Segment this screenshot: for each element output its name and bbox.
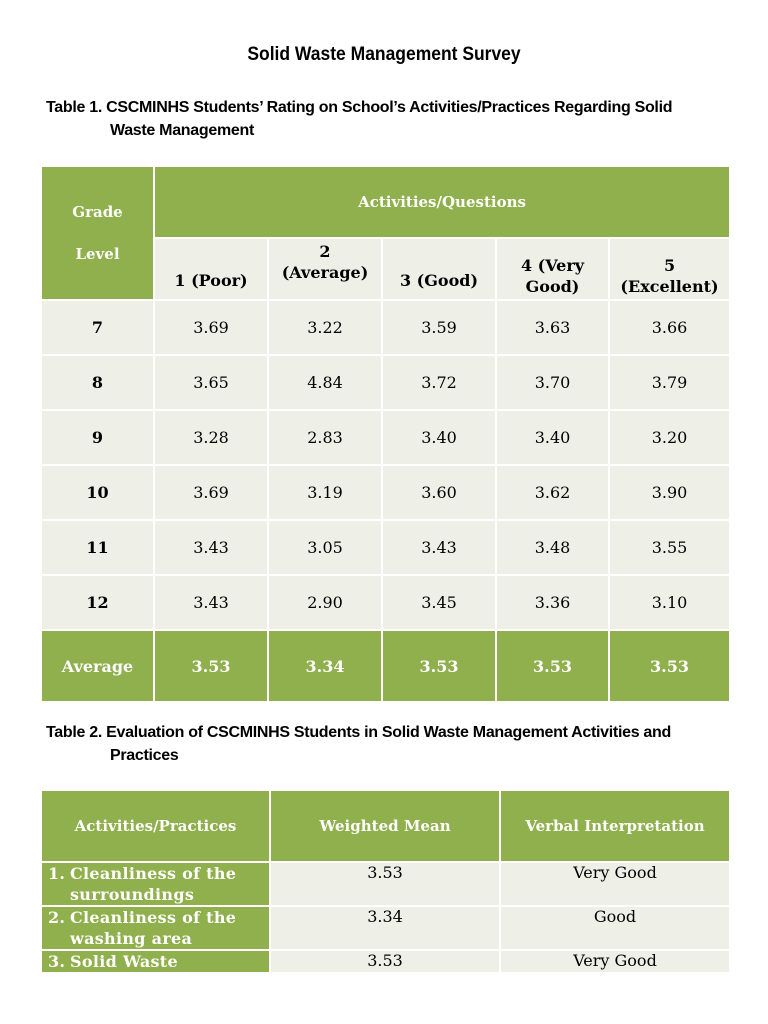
activity-number: 2. bbox=[48, 908, 66, 927]
column-header-line2: (Excellent) bbox=[620, 277, 719, 296]
rating-cell: 3.72 bbox=[382, 355, 496, 410]
grade-cell: 8 bbox=[41, 355, 154, 410]
rating-cell: 3.43 bbox=[154, 575, 268, 630]
column-header bbox=[268, 238, 382, 300]
activity-line2: surroundings bbox=[70, 885, 195, 904]
rating-cell: 3.45 bbox=[382, 575, 496, 630]
header-activities-questions: Activities/Questions bbox=[154, 166, 730, 238]
header-verbal-interpretation: Verbal Interpretation bbox=[500, 790, 730, 862]
table-row bbox=[41, 906, 730, 950]
table-row bbox=[41, 520, 730, 575]
activity-number: 1. bbox=[48, 864, 66, 883]
table2-caption-line1: Table 2. Evaluation of CSCMINHS Students in Solid Waste Management Activities and bbox=[46, 724, 671, 741]
table1-caption-line2: Waste Management bbox=[110, 122, 254, 139]
activity-cell bbox=[41, 906, 270, 950]
rating-cell: 3.19 bbox=[268, 465, 382, 520]
header-grade-line1: Grade bbox=[72, 203, 123, 221]
average-row bbox=[41, 630, 730, 702]
average-label: Average bbox=[41, 630, 154, 702]
average-cell: 3.34 bbox=[268, 630, 382, 702]
document-title: Solid Waste Management Survey bbox=[247, 44, 521, 65]
rating-cell: 3.22 bbox=[268, 300, 382, 355]
table2-evaluation bbox=[40, 789, 731, 974]
rating-cell: 2.83 bbox=[268, 410, 382, 465]
rating-cell: 3.69 bbox=[154, 465, 268, 520]
rating-cell: 3.55 bbox=[609, 520, 730, 575]
column-header-line1: 2 bbox=[319, 242, 331, 261]
rating-cell: 3.70 bbox=[496, 355, 609, 410]
column-header bbox=[609, 238, 730, 300]
rating-cell: 3.65 bbox=[154, 355, 268, 410]
grade-cell: 9 bbox=[41, 410, 154, 465]
header-grade-level bbox=[41, 166, 154, 300]
column-header-line2: Good) bbox=[525, 277, 580, 296]
rating-cell: 3.90 bbox=[609, 465, 730, 520]
table-row bbox=[41, 575, 730, 630]
activity-cell bbox=[41, 862, 270, 906]
table1-caption bbox=[46, 96, 736, 142]
grade-cell: 10 bbox=[41, 465, 154, 520]
rating-cell: 3.59 bbox=[382, 300, 496, 355]
column-header-line1: 1 (Poor) bbox=[174, 271, 248, 290]
activity-line1: Cleanliness of the bbox=[70, 864, 237, 883]
rating-cell: 3.66 bbox=[609, 300, 730, 355]
column-header-line1: 3 (Good) bbox=[399, 271, 479, 290]
rating-cell: 4.84 bbox=[268, 355, 382, 410]
table-row bbox=[41, 300, 730, 355]
rating-cell: 3.48 bbox=[496, 520, 609, 575]
table-row bbox=[41, 465, 730, 520]
activity-cell bbox=[41, 950, 270, 973]
header-grade-line2: Level bbox=[75, 245, 120, 263]
activity-line2: washing area bbox=[70, 929, 193, 948]
rating-cell: 3.79 bbox=[609, 355, 730, 410]
average-cell: 3.53 bbox=[382, 630, 496, 702]
column-header-line1: 5 bbox=[663, 256, 676, 275]
column-header-line2: (Average) bbox=[281, 263, 369, 282]
table-row bbox=[41, 862, 730, 906]
rating-cell: 3.43 bbox=[382, 520, 496, 575]
rating-cell: 3.20 bbox=[609, 410, 730, 465]
weighted-mean-cell: 3.34 bbox=[270, 906, 500, 950]
rating-cell: 3.63 bbox=[496, 300, 609, 355]
rating-cell: 3.62 bbox=[496, 465, 609, 520]
average-cell: 3.53 bbox=[154, 630, 268, 702]
table2-caption bbox=[46, 721, 736, 767]
table1-caption-line1: Table 1. CSCMINHS Students’ Rating on School’s Activities/Practices Regarding Solid bbox=[46, 99, 673, 116]
weighted-mean-cell: 3.53 bbox=[270, 950, 500, 973]
table-row bbox=[41, 410, 730, 465]
rating-cell: 3.28 bbox=[154, 410, 268, 465]
weighted-mean-cell: 3.53 bbox=[270, 862, 500, 906]
grade-cell: 11 bbox=[41, 520, 154, 575]
table-row bbox=[41, 355, 730, 410]
activity-line1: Solid Waste bbox=[70, 952, 178, 971]
interpretation-cell: Good bbox=[500, 906, 730, 950]
rating-cell: 3.43 bbox=[154, 520, 268, 575]
column-header bbox=[154, 238, 268, 300]
column-header-line1: 4 (Very bbox=[520, 256, 585, 275]
rating-cell: 3.36 bbox=[496, 575, 609, 630]
rating-cell: 3.69 bbox=[154, 300, 268, 355]
rating-cell: 3.05 bbox=[268, 520, 382, 575]
header-weighted-mean: Weighted Mean bbox=[270, 790, 500, 862]
interpretation-cell: Very Good bbox=[500, 862, 730, 906]
grade-cell: 7 bbox=[41, 300, 154, 355]
grade-cell: 12 bbox=[41, 575, 154, 630]
table2-caption-line2: Practices bbox=[110, 747, 179, 764]
rating-cell: 3.40 bbox=[382, 410, 496, 465]
activity-number: 3. bbox=[48, 952, 66, 971]
average-cell: 3.53 bbox=[609, 630, 730, 702]
header-activities-practices: Activities/Practices bbox=[41, 790, 270, 862]
rating-cell: 3.60 bbox=[382, 465, 496, 520]
interpretation-cell: Very Good bbox=[500, 950, 730, 973]
average-cell: 3.53 bbox=[496, 630, 609, 702]
rating-cell: 2.90 bbox=[268, 575, 382, 630]
rating-cell: 3.10 bbox=[609, 575, 730, 630]
table1-ratings bbox=[40, 165, 731, 703]
activity-line1: Cleanliness of the bbox=[70, 908, 237, 927]
column-header bbox=[382, 238, 496, 300]
column-header bbox=[496, 238, 609, 300]
table-row bbox=[41, 950, 730, 973]
rating-cell: 3.40 bbox=[496, 410, 609, 465]
